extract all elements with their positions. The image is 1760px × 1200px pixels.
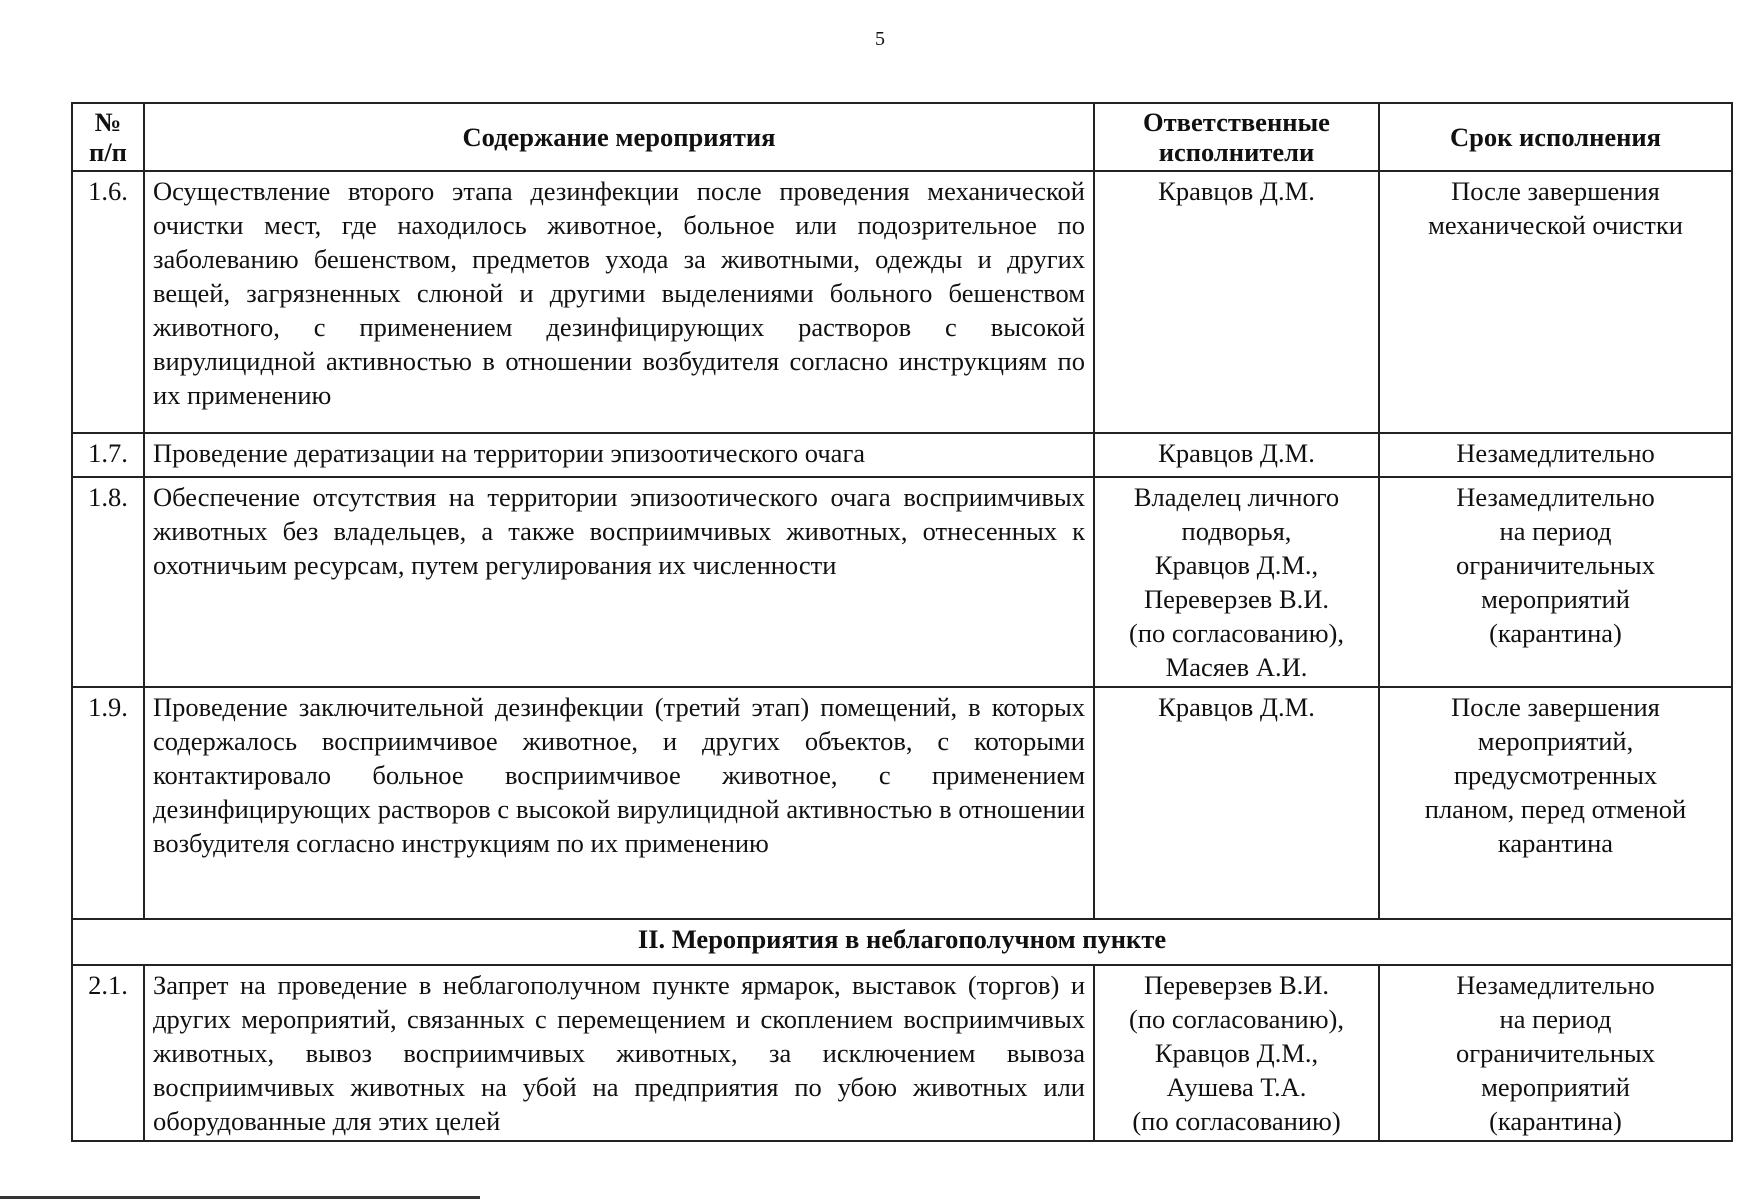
row-term: Незамедлительно (1379, 433, 1732, 477)
row-term: После завершения мероприятий, предусмотренных планом, перед отменой карантина (1379, 687, 1732, 919)
header-term: Срок исполнения (1379, 103, 1732, 171)
row-content: Проведение заключительной дезинфекции (третий этап) помещений, в которых содержалось восприимчивое животное, и других объектов, с которыми контактировало больное восприимчивое животное, с применением дезинфицирующих растворов с высокой вирулицидной активностью в отношении возбудителя согласно инструкциям по их применению (144, 687, 1094, 919)
row-responsible: Владелец личного подворья, Кравцов Д.М., Переверзев В.И. (по согласованию), Масяев А.И. (1094, 477, 1379, 687)
table-row (72, 171, 1732, 433)
table-row (72, 477, 1732, 687)
row-content: Проведение дератизации на территории эпизоотического очага (144, 433, 1094, 477)
row-num: 1.7. (72, 433, 144, 477)
header-responsible: Ответственные исполнители (1094, 103, 1379, 171)
row-content: Осуществление второго этапа дезинфекции после проведения механической очистки мест, где находилось животное, больное или подозрительное по заболеванию бешенством, предметов ухода за животными, одежды и других вещей, загрязненных слюной и другими выделениями больного бешенством животного, с применением дезинфицирующих растворов с высокой вирулицидной активностью в отношении возбудителя согласно инструкциям по их применению (144, 171, 1094, 433)
row-responsible: Кравцов Д.М. (1094, 687, 1379, 919)
table-row (72, 965, 1732, 1141)
table-row (72, 433, 1732, 477)
row-term: Незамедлительно на период ограничительных мероприятий (карантина) (1379, 477, 1732, 687)
section-heading-row (72, 919, 1732, 965)
footer-rule (0, 1196, 480, 1199)
row-responsible: Кравцов Д.М. (1094, 171, 1379, 433)
page-number: 5 (875, 28, 885, 50)
row-term: После завершения механической очистки (1379, 171, 1732, 433)
row-num: 1.6. (72, 171, 144, 433)
row-num: 2.1. (72, 965, 144, 1141)
row-num: 1.9. (72, 687, 144, 919)
row-term: Незамедлительно на период ограничительных мероприятий (карантина) (1379, 965, 1732, 1141)
table-row (72, 687, 1732, 919)
section-title: II. Мероприятия в неблагополучном пункте (72, 919, 1732, 965)
header-content: Содержание мероприятия (144, 103, 1094, 171)
row-content: Запрет на проведение в неблагополучном пункте ярмарок, выставок (торгов) и других мероприятий, связанных с перемещением и скоплением восприимчивых животных, вывоз восприимчивых животных, за исключением вывоза восприимчивых животных на убой на предприятия по убою животных или оборудованные для этих целей (144, 965, 1094, 1141)
row-responsible: Переверзев В.И. (по согласованию), Кравцов Д.М., Аушева Т.А. (по согласованию) (1094, 965, 1379, 1141)
table-header-row (72, 103, 1732, 171)
row-num: 1.8. (72, 477, 144, 687)
row-content: Обеспечение отсутствия на территории эпизоотического очага восприимчивых животных без владельцев, а также восприимчивых животных, отнесенных к охотничьим ресурсам, путем регулирования их численности (144, 477, 1094, 687)
header-num: № п/п (72, 103, 144, 171)
row-responsible: Кравцов Д.М. (1094, 433, 1379, 477)
measures-table (71, 102, 1733, 1142)
